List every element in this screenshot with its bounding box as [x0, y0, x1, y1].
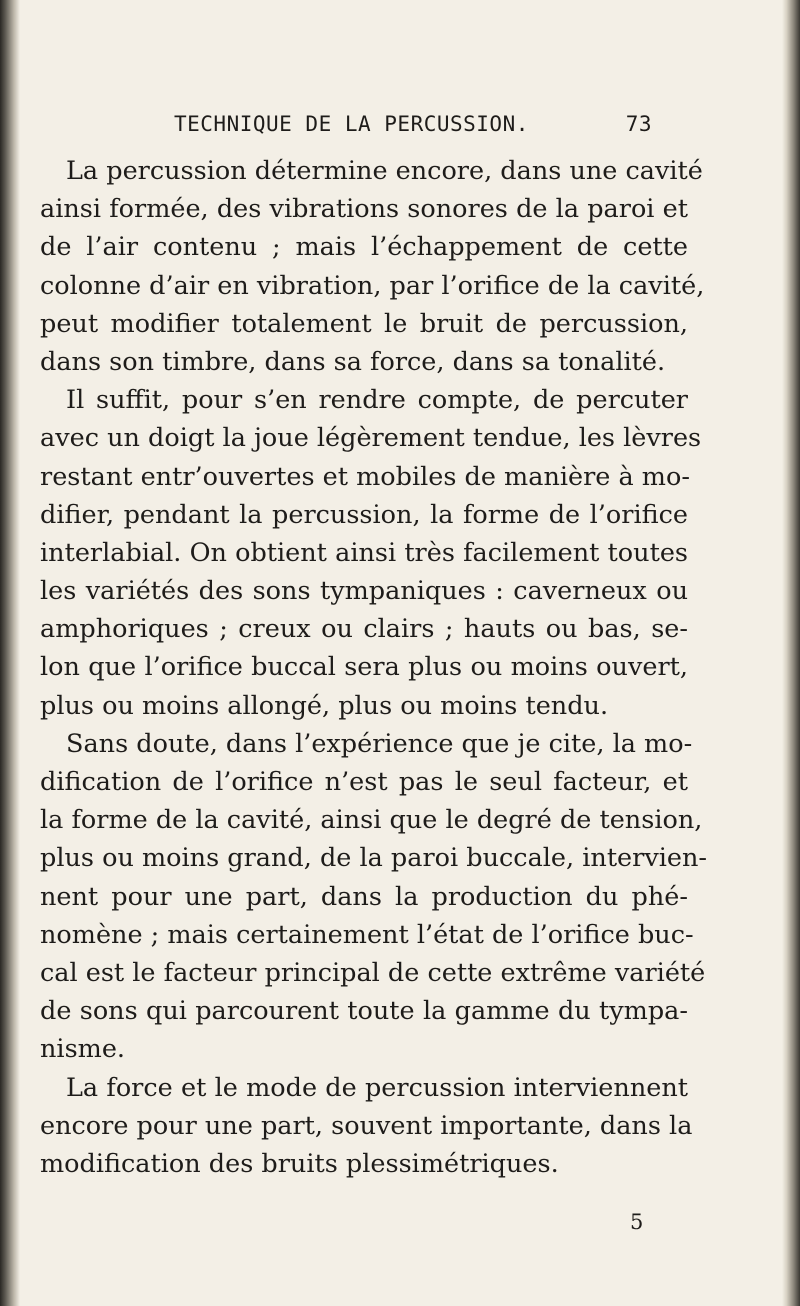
text-line: de l’air contenu ; mais l’échappement de cette [40, 232, 688, 263]
text-line: restant entr’ouvertes et mobiles de manière à mo- [40, 461, 690, 492]
text-line: colonne d’air en vibration, par l’orifice de la cavité, [40, 270, 705, 301]
text-line: plus ou moins grand, de la paroi buccale, intervien- [40, 843, 708, 874]
text-line: cal est le facteur principal de cette extrême variété [40, 957, 706, 988]
text-line: difier, pendant la percussion, la forme de l’orifice [40, 499, 688, 530]
text-line: la forme de la cavité, ainsi que le degré de tension, [40, 805, 703, 836]
running-header [174, 112, 652, 144]
text-line: La force et le mode de percussion interviennent [66, 1072, 688, 1103]
text-line: La percussion détermine encore, dans une cavité [66, 156, 703, 186]
page-edge-shadow [782, 0, 800, 1306]
text-line: dans son timbre, dans sa force, dans sa tonalité. [40, 346, 666, 377]
text-line: nent pour une part, dans la production du phé- [40, 881, 688, 912]
binding-shadow [0, 0, 20, 1306]
text-line: modification des bruits plessimétriques. [40, 1148, 559, 1179]
body-text [40, 152, 708, 1183]
text-line: avec un doigt la joue légèrement tendue, les lèvres [40, 423, 702, 454]
text-line: de sons qui parcourent toute la gamme du tympa- [40, 996, 688, 1027]
page-number: 73 [625, 112, 652, 136]
text-line: nisme. [40, 1034, 126, 1065]
text-line: les variétés des sons tympaniques : caverneux ou [40, 576, 688, 607]
text-line: plus ou moins allongé, plus ou moins tendu. [40, 690, 609, 721]
running-title: TECHNIQUE DE LA PERCUSSION. [174, 112, 529, 136]
text-line: nomène ; mais certainement l’état de l’orifice buc- [40, 919, 694, 950]
text-line: ainsi formée, des vibrations sonores de la paroi et [40, 194, 688, 225]
text-line: lon que l’orifice buccal sera plus ou moins ouvert, [40, 652, 688, 683]
text-line: interlabial. On obtient ainsi très facilement toutes [40, 537, 688, 568]
signature-mark: 5 [630, 1210, 644, 1234]
text-line: peut modifier totalement le bruit de percussion, [40, 308, 688, 339]
text-line: dification de l’orifice n’est pas le seul facteur, et [40, 767, 688, 797]
text-line: amphoriques ; creux ou clairs ; hauts ou bas, se- [40, 614, 688, 645]
text-line: encore pour une part, souvent importante, dans la [40, 1110, 693, 1141]
text-line: Sans doute, dans l’expérience que je cite, la mo- [66, 728, 693, 759]
text-line: Il suffit, pour s’en rendre compte, de percuter [66, 385, 688, 416]
